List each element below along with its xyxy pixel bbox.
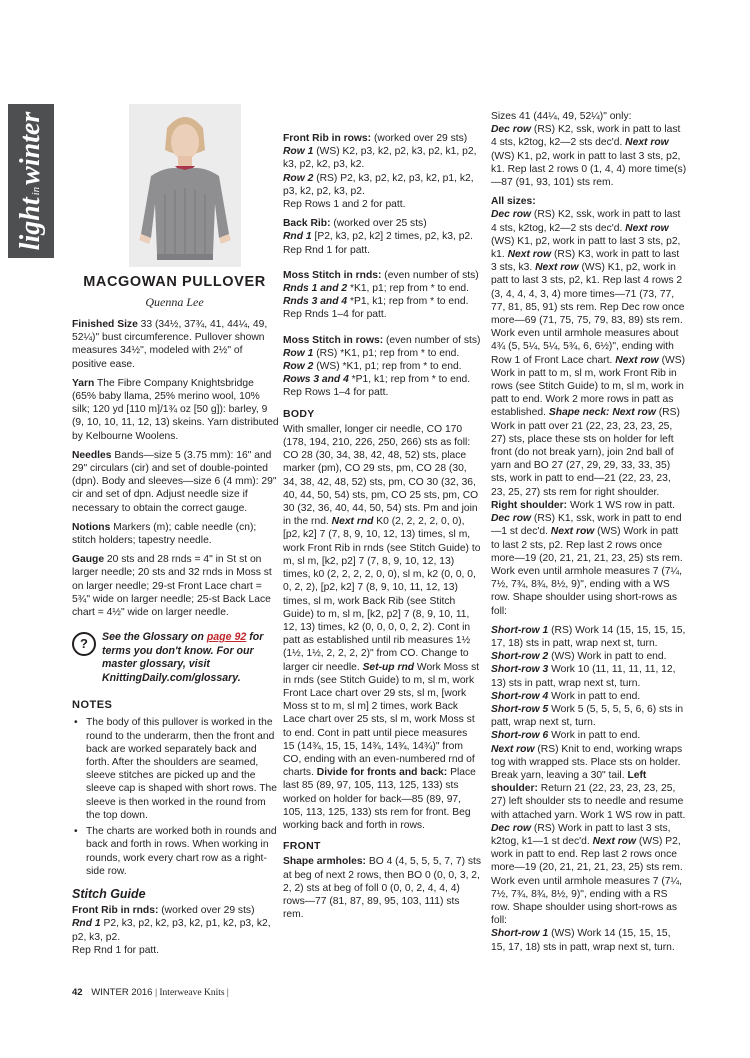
front-rib-rnd1: Rnd 1 P2, k3, p2, k2, p3, k2, p1, k2, p3, k2, p2, k3, p2. xyxy=(72,918,271,943)
pattern-title: MACGOWAN PULLOVER xyxy=(83,274,266,290)
moss-row2: Row 2 (WS) *K1, p1; rep from * to end. xyxy=(283,361,462,373)
column-1 xyxy=(72,318,280,957)
front-heading: FRONT xyxy=(283,840,321,853)
moss-row1: Row 1 (RS) *K1, p1; rep from * to end. xyxy=(283,347,460,359)
notes-list xyxy=(72,716,280,877)
page-footer xyxy=(72,987,229,998)
all-sizes-instructions: Dec row (RS) K2, ssk, work in patt to last 4 sts, k2tog, k2—2 sts dec'd. Next row (WS) K1, p2, work in patt to last 3 sts, p2, k1. Next row (RS) K3, work in patt to last 3 sts, k3. Next row (WS) K1, p2, work in patt to last 3 sts, p2, k1. Rep last 4 rows 2 (3, 4, 4, 4, 3, 4) more times—71 (73, 77, 77, 81, 85, 91) sts rem. Rep Dec row once more—69 (71, 75, 75, 79, 83, 89) sts rem. Work even until armhole measures about 4¾ (5, 5¼, 5¼, 5¾, 6, 6½)", ending with Row 1 of Front Lace chart. Next row (WS) Work in patt to m, sl m, work Front Rib in rows (see Stitch Guide) to m, sl m, work in patt to end. Work 2 more rows in patt as established. Shape neck: Next row (RS) Work in patt over 21 (22, 23, 23, 23, 25, 27) sts, place these sts on holder for left front (do not break yarn), join 2nd ball of yarn and BO 27 (27, 29, 29, 33, 33, 35) sts, work in patt to end—21 (22, 23, 23, 23, 25, 27) sts rem for right shoulder. Right shoulder: Work 1 WS row in patt. Dec row (RS) K1, ssk, work in patt to end—1 st dec'd. Next row (WS) Work in patt to last 2 sts, p2. Rep last 2 rows once more—19 (20, 21, 21, 21, 23, 25) sts rem. Work even until armhole measures 7 (7¼, 7½, 7¾, 8¾, 8½, 9)", ending with a WS row. Shape shoulder using short-rows as foll: xyxy=(491,209,686,617)
right-shoulder-finish: Next row (RS) Knit to end, working wraps tog with wrapped sts. Place sts on holder. Break yarn, leaving a 30" tail. Left shoulder: Return 21 (22, 23, 23, 23, 25, 27) left shoulder sts to needle and resume with attached yarn. Work 1 WS row in patt. xyxy=(491,743,686,821)
finished-size: Finished Size 33 (34½, 37¾, 41, 44¼, 49, 52¼)" bust circumference. Pullover shown measures 34½", modeled with 2½" of positive ease. xyxy=(72,319,268,370)
notes-heading: NOTES xyxy=(72,699,113,712)
moss-rnds-34: Rnds 3 and 4 *P1, k1; rep from * to end. xyxy=(283,296,469,308)
question-mark-icon: ? xyxy=(72,632,96,656)
issue-label: WINTER 2016 xyxy=(91,987,153,998)
back-rib-rnd1: Rnd 1 [P2, k3, p2, k2] 2 times, p2, k3, p2. xyxy=(283,231,474,243)
front-rib-rows-repeat: Rep Rows 1 and 2 for patt. xyxy=(283,199,406,211)
body-instructions: With smaller, longer cir needle, CO 170 (178, 194, 210, 226, 250, 266) sts as foll: CO 28 (30, 34, 38, 42, 48, 52) sts, place marker (pm), CO 29 sts, pm, CO 28 (30, 34, 38, 42, 48, 52) sts, pm, CO 30 (32, 36, 40, 44, 50, 54) sts, pm, CO 25 sts, pm, CO 30 (32, 36, 40, 44, 50, 54) sts. Pm and join in the rnd. Next rnd K0 (2, 2, 2, 2, 0, 0), [p2, k2] 7 (7, 8, 9, 10, 12, 13) times, sl m, work Front Rib in rnds (see Stitch Guide) to m, sl m, [k2, p2] 7 (7, 8, 9, 10, 12, 13) times, k0 (2, 2, 2, 2, 0, 0), sl m, k2 (0, 0, 0, 0, 2, 2), [p2, k2] 7 (8, 9, 10, 11, 12, 13) times, sl m, work Back Rib (see Stitch Guide) to m, sl m, [k2, p2] 7 (8, 9, 10, 11, 12, 13) times, k2 (0, 0, 0, 0, 2, 2). Cont in patt as established until rib measures 1½ (1½, 1½, 2, 2, 2, 2)" from CO. Change to larger cir needle. Set-up rnd Work Moss st in rnds (see Stitch Guide) to m, sl m, work Front Lace chart over 29 sts, sl m, [work Moss st to m, sl m] 2 times, work Back Lace chart over 25 sts, sl m, work Moss st to end. Cont in patt until piece measures 15 (14¾, 15, 15, 14¾, 14¾, 14¾)" from CO, ending with an even-numbered rnd of charts. Divide for fronts and back: Place last 85 (89, 97, 105, 113, 125, 133) sts worked on holder for back—85 (89, 97, 105, 113, 125, 133) sts rem for front. Beg working back and forth in rows. xyxy=(283,423,481,831)
left-shoulder-instructions: Dec row (RS) Work in patt to last 3 sts, k2tog, k1—1 st dec'd. Next row (WS) P2, work in patt to end. Rep last 2 rows once more—19 (20, 21, 21, 21, 23, 25) sts rem. Work even until armhole measures 7 (7¼, 7½, 7¾, 8¾, 8½, 9)", ending with a RS row. Shape shoulder using short-rows as foll: xyxy=(491,822,683,927)
short-row-2: Short-row 2 (WS) Work in patt to end. xyxy=(491,651,667,663)
section-side-tab xyxy=(8,104,54,258)
glossary-page-link[interactable]: page 92 xyxy=(206,631,247,644)
short-row-5: Short-row 5 Work 5 (5, 5, 5, 5, 6, 6) sts in patt, wrap next st, turn. xyxy=(491,703,684,729)
front-rib-rnds: Front Rib in rnds: (worked over 29 sts) xyxy=(72,905,255,917)
yarn-info: Yarn The Fibre Company Knightsbridge (65% baby llama, 25% merino wool, 10% silk; 120 yd [110 m]/1¾ oz [50 g]): barley, 9 (9, 10, 10, 11, 12, 13) skeins. Yarn distributed by Kelbourne Woolens. xyxy=(72,377,279,442)
moss-rnds-12: Rnds 1 and 2 *K1, p1; rep from * to end. xyxy=(283,283,470,295)
glossary-callout: ? See the Glossary on page 92 for terms you don't know. For our master glossary, visit KnittingDaily.com/glossary. xyxy=(72,631,280,685)
sizes-subheading: Sizes 41 (44¼, 49, 52¼)" only: xyxy=(491,111,632,122)
moss-rows-34: Rows 3 and 4 *P1, k1; rep from * to end. xyxy=(283,374,471,386)
moss-rnds: Moss Stitch in rnds: (even number of sts) xyxy=(283,269,479,281)
front-rib-rows: Front Rib in rows: (worked over 29 sts) xyxy=(283,133,468,144)
note-item: • The body of this pullover is worked in the round to the underarm, then the front and back are worked separately back and forth. After the shoulders are seamed, sleeve stitches are picked up and the sleeve cap is shaped with short rows. The sleeve is then worked in the round from the top down. xyxy=(72,716,280,822)
all-sizes-subheading: All sizes: xyxy=(491,196,536,208)
page-number: 42 xyxy=(72,987,83,998)
gauge-info: Gauge 20 sts and 28 rnds = 4" in St st on larger needle; 20 sts and 32 rnds in Moss st on larger needle; 29-st Front Lace chart = 5¾" wide on larger needle; 25-st Back Lace chart = 4½" wide on larger needle. xyxy=(72,554,272,619)
column-2 xyxy=(283,132,481,927)
pullover-illustration xyxy=(129,104,241,267)
short-row-1: Short-row 1 (RS) Work 14 (15, 15, 15, 15, 17, 18) sts in patt, wrap next st, turn. xyxy=(491,624,686,649)
moss-rows: Moss Stitch in rows: (even number of sts) xyxy=(283,334,481,346)
magazine-name: | Interweave Knits | xyxy=(155,988,229,998)
sizes-instructions: Dec row (RS) K2, ssk, work in patt to last 4 sts, k2tog, k2—2 sts dec'd. Next row (WS) K1, p2, work in patt to last 3 sts, p2, k1. Rep last 2 rows 0 (1, 4, 4) more time(s)—87 (91, 93, 101) sts rem. xyxy=(491,124,687,189)
section-title-vertical xyxy=(15,112,47,251)
front-rib-rnd-repeat: Rep Rnd 1 for patt. xyxy=(72,944,160,956)
back-rib-repeat: Rep Rnd 1 for patt. xyxy=(283,244,371,256)
stitch-guide-heading: Stitch Guide xyxy=(72,886,146,901)
moss-rnds-repeat: Rep Rnds 1–4 for patt. xyxy=(283,309,387,321)
front-rib-row1: Row 1 (WS) K2, p3, k2, p2, k3, p2, k1, p2, k3, p2, k2, p3, k2. xyxy=(283,146,477,171)
side-tab-word-light: light xyxy=(15,197,46,251)
moss-rows-repeat: Rep Rows 1–4 for patt. xyxy=(283,387,389,399)
short-row-6: Short-row 6 Work in patt to end. xyxy=(491,730,641,742)
side-tab-word-in: in xyxy=(30,186,42,196)
needles-info: Needles Bands—size 5 (3.75 mm): 16" and 29" circulars (cir) and set of double-pointed (dpn). Body and sleeves—size 6 (4 mm): 29" cir and set of dpn. Adjust needle size if necessary to obtain the correct gauge. xyxy=(72,449,277,514)
left-short-row-1: Short-row 1 (WS) Work 14 (15, 15, 15, 15, 17, 18) sts in patt, wrap next st, turn. xyxy=(491,928,675,953)
short-row-4: Short-row 4 Work in patt to end. xyxy=(491,690,641,702)
notions-info: Notions Markers (m); cable needle (cn); stitch holders; tapestry needle. xyxy=(72,521,257,547)
back-rib: Back Rib: (worked over 25 sts) xyxy=(283,218,427,230)
front-rib-row2: Row 2 (RS) P2, k3, p2, k2, p3, k2, p1, k2, p3, k2, p2, k3, p2. xyxy=(283,172,474,197)
column-3 xyxy=(491,110,687,954)
front-instructions: Shape armholes: BO 4 (4, 5, 5, 5, 7, 7) sts at beg of next 2 rows, then BO 0 (0, 0, 3, 2, 2, 2) sts at beg of foll 0 (0, 0, 2, 4, 4, 4) rows—77 (81, 87, 89, 95, 103, 111) sts rem. xyxy=(283,856,482,921)
pattern-author: Quenna Lee xyxy=(145,295,204,309)
model-photo xyxy=(129,104,241,267)
short-row-3: Short-row 3 Work 10 (11, 11, 11, 11, 12, 13) sts in patt, wrap next st, turn. xyxy=(491,664,676,689)
note-item: • The charts are worked both in rounds and back and forth in rows. When working in rounds, work every chart row as a right-side row. xyxy=(72,825,280,878)
side-tab-word-winter: winter xyxy=(15,111,46,185)
body-heading: BODY xyxy=(283,407,315,420)
